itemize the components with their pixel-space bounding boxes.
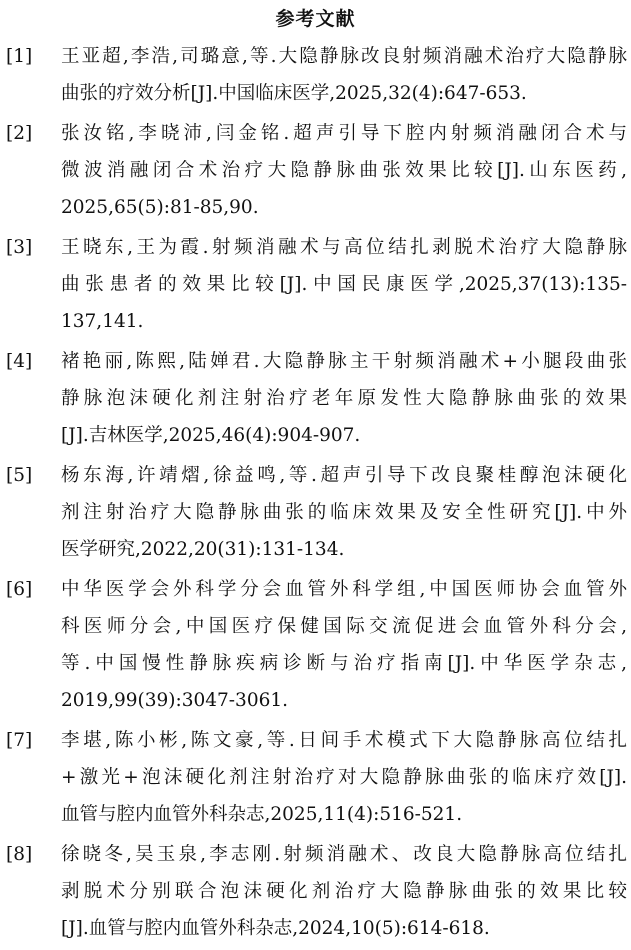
reference-text-line: 徐晓冬,吴玉泉,李志刚.射频消融术、改良大隐静脉高位结扎 (61, 844, 627, 865)
reference-entry (0, 38, 631, 112)
reference-text-line: 静脉泡沫硬化剂注射治疗老年原发性大隐静脉曲张的效果 (61, 388, 627, 409)
reference-text-line: 王晓东,王为霞.射频消融术与高位结扎剥脱术治疗大隐静脉 (61, 237, 627, 258)
reference-text-line: 中华医学会外科学分会血管外科学组,中国医师协会血管外 (61, 579, 627, 600)
reference-text-line: 微波消融闭合术治疗大隐静脉曲张效果比较[J].山东医药, (61, 160, 627, 181)
reference-text-line: +激光+泡沫硬化剂注射治疗对大隐静脉曲张的临床疗效[J]. (61, 767, 627, 788)
reference-number: [2] (6, 123, 33, 144)
reference-text-line: 2025,65(5):81-85,90. (61, 197, 259, 218)
reference-number: [3] (6, 237, 33, 258)
reference-text-line: 褚艳丽,陈熙,陆婵君.大隐静脉主干射频消融术+小腿段曲张 (61, 351, 627, 372)
reference-entry (0, 343, 631, 454)
reference-text-line: 剂注射治疗大隐静脉曲张的临床效果及安全性研究[J].中外 (61, 502, 627, 523)
reference-text-line: 曲张的疗效分析[J].中国临床医学,2025,32(4):647-653. (61, 83, 527, 104)
reference-list (0, 38, 631, 950)
reference-entry (0, 457, 631, 568)
reference-number: [5] (6, 465, 33, 486)
reference-text-line: 曲张患者的效果比较[J].中国民康医学,2025,37(13):135- (61, 274, 627, 295)
reference-text-line: [J].血管与腔内血管外科杂志,2024,10(5):614-618. (61, 918, 490, 939)
references-heading: 参考文献 (275, 8, 356, 30)
reference-text-line: 2019,99(39):3047-3061. (61, 690, 289, 711)
reference-entry (0, 229, 631, 340)
reference-text-line: 医学研究,2022,20(31):131-134. (61, 539, 345, 560)
reference-number: [6] (6, 579, 33, 600)
reference-text-line: 等.中国慢性静脉疾病诊断与治疗指南[J].中华医学杂志, (61, 653, 627, 674)
reference-text-line: 137,141. (61, 311, 144, 332)
reference-entry (0, 115, 631, 226)
reference-text-line: 张汝铭,李晓沛,闫金铭.超声引导下腔内射频消融闭合术与 (61, 123, 627, 144)
reference-number: [4] (6, 351, 33, 372)
reference-text-line: 血管与腔内血管外科杂志,2025,11(4):516-521. (61, 804, 463, 825)
reference-number: [8] (6, 844, 33, 865)
reference-number: [1] (6, 46, 33, 67)
reference-entry (0, 836, 631, 947)
reference-text-line: 李堪,陈小彬,陈文豪,等.日间手术模式下大隐静脉高位结扎 (61, 730, 627, 751)
reference-text-line: [J].吉林医学,2025,46(4):904-907. (61, 425, 361, 446)
reference-entry (0, 571, 631, 719)
reference-number: [7] (6, 730, 33, 751)
reference-text-line: 杨东海,许靖熠,徐益鸣,等.超声引导下改良聚桂醇泡沫硬化 (61, 465, 627, 486)
reference-text-line: 王亚超,李浩,司璐意,等.大隐静脉改良射频消融术治疗大隐静脉 (61, 46, 627, 67)
reference-entry (0, 722, 631, 833)
reference-text-line: 剥脱术分别联合泡沫硬化剂治疗大隐静脉曲张的效果比较 (61, 881, 627, 902)
reference-text-line: 科医师分会,中国医疗保健国际交流促进会血管外科分会, (61, 616, 627, 637)
